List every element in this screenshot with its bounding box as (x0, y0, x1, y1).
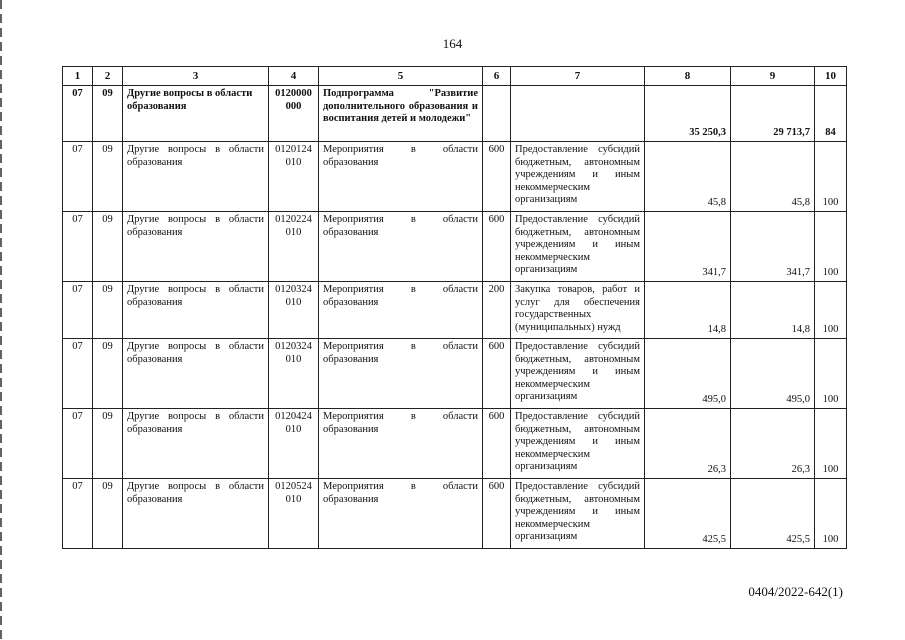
section-name: Другие вопросы в области образования (123, 212, 269, 282)
actual-amount: 14,8 (731, 282, 815, 339)
execution-percent: 84 (815, 86, 847, 142)
subsection-code: 09 (93, 409, 123, 479)
expense-type-name: Закупка товаров, работ и услуг для обеспечения государственных (муниципальных) нужд (511, 282, 645, 339)
article-name: Мероприятия в области образования (319, 212, 483, 282)
expense-type-name: Предоставление субсидий бюджетным, автономным учреждениям и иным некоммерческим организациям (511, 142, 645, 212)
expense-type-code: 600 (483, 339, 511, 409)
expense-type-code: 600 (483, 142, 511, 212)
header-cell: 8 (645, 67, 731, 86)
target-article-code: 0120124010 (269, 142, 319, 212)
scan-edge-mark (0, 0, 2, 640)
table-row (63, 282, 847, 339)
section-code: 07 (63, 409, 93, 479)
execution-percent: 100 (815, 339, 847, 409)
article-name: Мероприятия в области образования (319, 339, 483, 409)
subsection-code: 09 (93, 479, 123, 549)
actual-amount: 341,7 (731, 212, 815, 282)
header-cell: 5 (319, 67, 483, 86)
expense-type-code: 600 (483, 212, 511, 282)
execution-percent: 100 (815, 142, 847, 212)
section-name: Другие вопросы в области образования (123, 142, 269, 212)
execution-percent: 100 (815, 282, 847, 339)
expense-type-code (483, 86, 511, 142)
section-name: Другие вопросы в области образования (123, 339, 269, 409)
section-name: Другие вопросы в области образования (123, 479, 269, 549)
planned-amount: 341,7 (645, 212, 731, 282)
table-row (63, 479, 847, 549)
table-row (63, 142, 847, 212)
actual-amount: 45,8 (731, 142, 815, 212)
expense-type-code: 600 (483, 479, 511, 549)
header-cell: 9 (731, 67, 815, 86)
target-article-code: 0120000000 (269, 86, 319, 142)
execution-percent: 100 (815, 212, 847, 282)
target-article-code: 0120424010 (269, 409, 319, 479)
planned-amount: 425,5 (645, 479, 731, 549)
actual-amount: 425,5 (731, 479, 815, 549)
expense-type-name: Предоставление субсидий бюджетным, автономным учреждениям и иным некоммерческим организациям (511, 479, 645, 549)
expense-type-code: 600 (483, 409, 511, 479)
expense-type-name: Предоставление субсидий бюджетным, автономным учреждениям и иным некоммерческим организациям (511, 339, 645, 409)
section-name: Другие вопросы в области образования (123, 409, 269, 479)
subprogram-row (63, 86, 847, 142)
planned-amount: 495,0 (645, 339, 731, 409)
execution-percent: 100 (815, 409, 847, 479)
execution-percent: 100 (815, 479, 847, 549)
expense-type-name (511, 86, 645, 142)
article-name: Мероприятия в области образования (319, 409, 483, 479)
article-name: Мероприятия в области образования (319, 479, 483, 549)
actual-amount: 495,0 (731, 339, 815, 409)
planned-amount: 35 250,3 (645, 86, 731, 142)
target-article-code: 0120224010 (269, 212, 319, 282)
subsection-code: 09 (93, 339, 123, 409)
section-code: 07 (63, 86, 93, 142)
planned-amount: 14,8 (645, 282, 731, 339)
table-row (63, 339, 847, 409)
subsection-code: 09 (93, 142, 123, 212)
subsection-code: 09 (93, 282, 123, 339)
header-row (63, 67, 847, 86)
actual-amount: 26,3 (731, 409, 815, 479)
expense-type-name: Предоставление субсидий бюджетным, автономным учреждениям и иным некоммерческим организациям (511, 212, 645, 282)
header-cell: 1 (63, 67, 93, 86)
planned-amount: 45,8 (645, 142, 731, 212)
budget-table (62, 66, 847, 549)
document-code: 0404/2022-642(1) (748, 584, 843, 599)
subsection-code: 09 (93, 212, 123, 282)
table-row (63, 409, 847, 479)
section-code: 07 (63, 282, 93, 339)
expense-type-code: 200 (483, 282, 511, 339)
article-name: Подпрограмма "Развитие дополнительного образования и воспитания детей и молодежи" (319, 86, 483, 142)
header-cell: 3 (123, 67, 269, 86)
article-name: Мероприятия в области образования (319, 142, 483, 212)
section-name: Другие вопросы в области образования (123, 86, 269, 142)
header-cell: 7 (511, 67, 645, 86)
target-article-code: 0120524010 (269, 479, 319, 549)
planned-amount: 26,3 (645, 409, 731, 479)
subsection-code: 09 (93, 86, 123, 142)
article-name: Мероприятия в области образования (319, 282, 483, 339)
section-code: 07 (63, 339, 93, 409)
expense-type-name: Предоставление субсидий бюджетным, автономным учреждениям и иным некоммерческим организациям (511, 409, 645, 479)
page-number: 164 (442, 36, 463, 51)
actual-amount: 29 713,7 (731, 86, 815, 142)
section-name: Другие вопросы в области образования (123, 282, 269, 339)
header-cell: 2 (93, 67, 123, 86)
target-article-code: 0120324010 (269, 282, 319, 339)
target-article-code: 0120324010 (269, 339, 319, 409)
section-code: 07 (63, 142, 93, 212)
header-cell: 6 (483, 67, 511, 86)
header-cell: 10 (815, 67, 847, 86)
header-cell: 4 (269, 67, 319, 86)
section-code: 07 (63, 479, 93, 549)
table-row (63, 212, 847, 282)
section-code: 07 (63, 212, 93, 282)
